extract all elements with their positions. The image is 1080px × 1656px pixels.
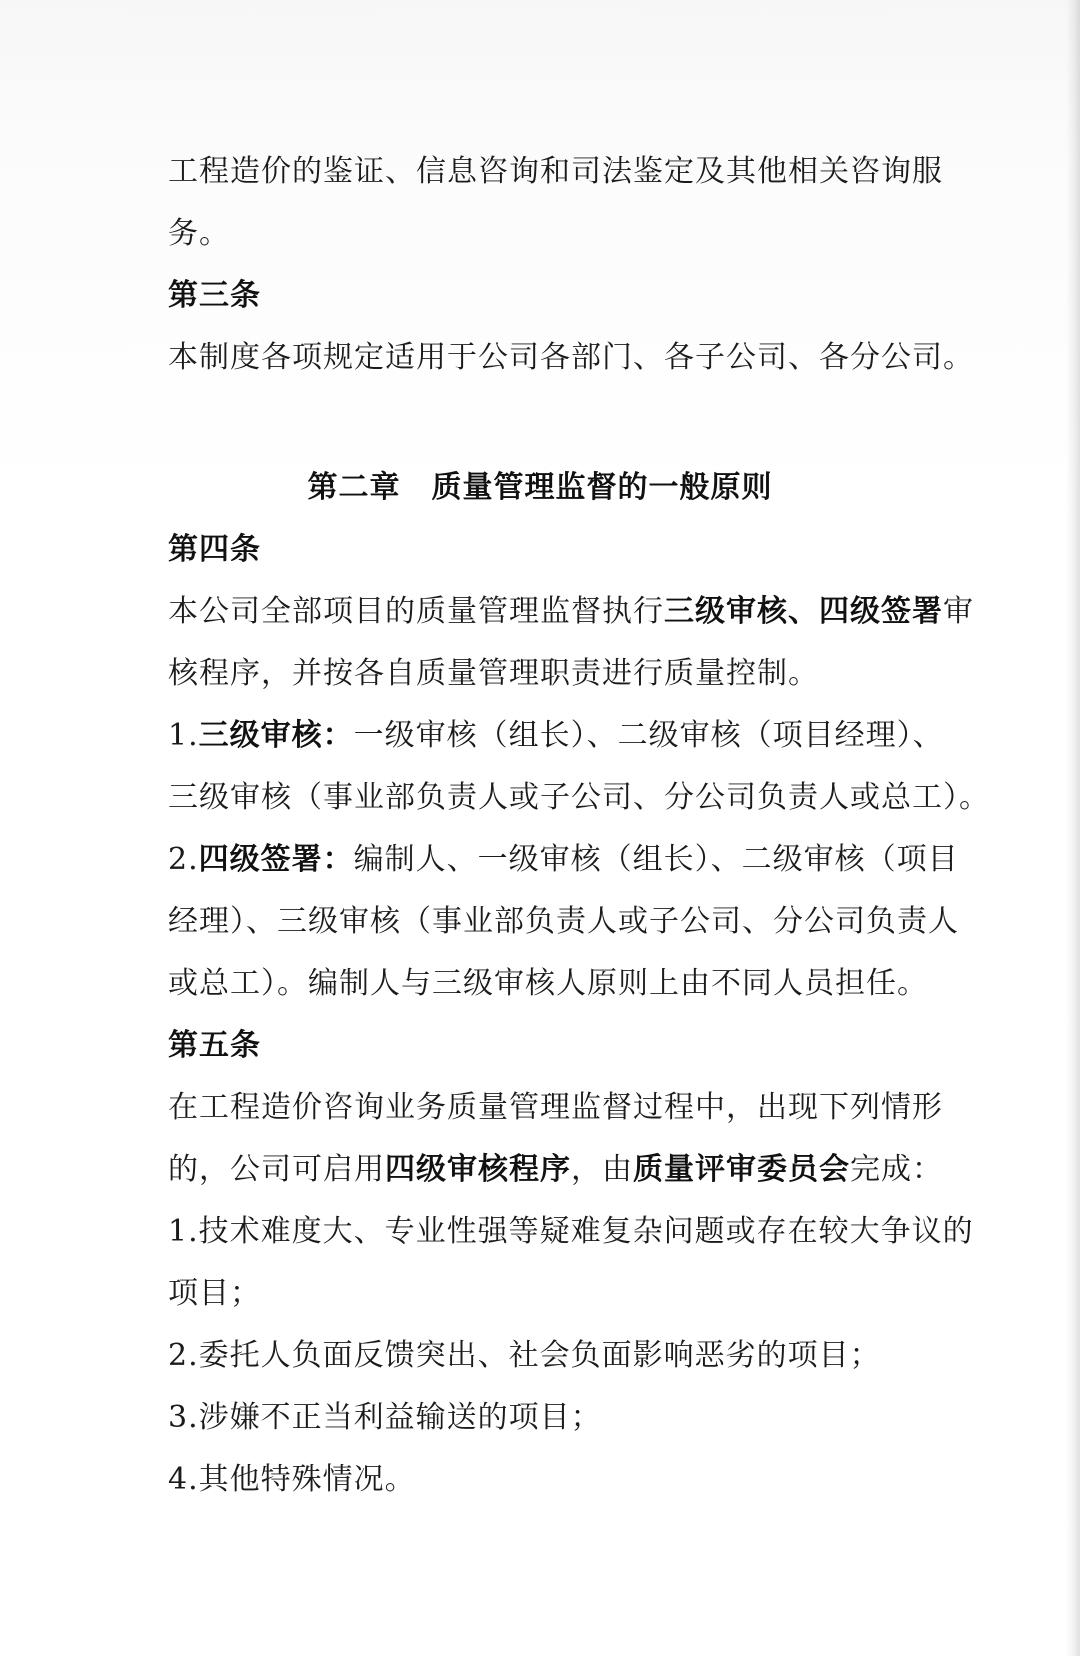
article-4-item-2-term: 四级签署：: [198, 842, 354, 877]
article-4-item-1-term: 三级审核：: [198, 718, 354, 753]
article-3-heading: 第三条: [168, 278, 261, 313]
article-5-intro-line-2: [168, 1150, 943, 1190]
article-4-intro-line-2: 核程序，并按各自质量管理职责进行质量控制。: [168, 656, 819, 691]
article-5-intro-line-1: 在工程造价咨询业务质量管理监督过程中，出现下列情形: [168, 1090, 943, 1125]
article-4-intro-line-1: [168, 592, 974, 632]
article-5-intro-text-c: 完成：: [850, 1152, 943, 1187]
page-edge-shadow: [1066, 0, 1080, 1656]
chapter-2-name: 质量管理监督的一般原则: [431, 470, 773, 505]
article-4-item-1-line-2: 三级审核（事业部负责人或子公司、分公司负责人或总工）。: [168, 780, 990, 815]
article-5-intro-bold-2: 质量评审委员会: [633, 1152, 850, 1187]
article-5-item-2: 2.委托人负面反馈突出、社会负面影响恶劣的项目；: [168, 1338, 881, 1373]
article-5-intro-text-a: 的，公司可启用: [168, 1152, 385, 1187]
article-3-text: 本制度各项规定适用于公司各部门、各子公司、各分公司。: [168, 340, 974, 375]
article-4-item-2-line-3: 或总工）。编制人与三级审核人原则上由不同人员担任。: [168, 966, 928, 1001]
article-5-intro-bold-1: 四级审核程序: [385, 1152, 571, 1187]
continuation-line-1: 工程造价的鉴证、信息咨询和司法鉴定及其他相关咨询服: [168, 154, 943, 189]
article-4-item-2-number: 2.: [168, 842, 199, 877]
article-4-intro-bold: 三级审核、四级签署: [664, 594, 943, 629]
article-5-intro-text-b: ，由: [571, 1152, 633, 1187]
continuation-line-2: 务。: [168, 216, 230, 251]
article-4-intro-text-a: 本公司全部项目的质量管理监督执行: [168, 594, 664, 629]
article-5-heading: 第五条: [168, 1028, 261, 1063]
article-5-item-1-line-1: 1.技术难度大、专业性强等疑难复杂问题或存在较大争议的: [168, 1214, 974, 1249]
chapter-2-number: 第二章: [307, 470, 401, 505]
article-4-item-2-line-1: [168, 840, 959, 880]
article-4-heading: 第四条: [168, 532, 261, 567]
article-4-item-1-text: 一级审核（组长）、二级审核（项目经理）、: [353, 718, 944, 753]
article-4-item-1-number: 1.: [168, 718, 199, 753]
chapter-2-title: [0, 468, 1080, 508]
article-5-item-3: 3.涉嫌不正当利益输送的项目；: [168, 1400, 602, 1435]
article-5-item-1-line-2: 项目；: [168, 1276, 261, 1311]
article-4-intro-text-b: 审: [943, 594, 974, 629]
article-4-item-1-line-1: [168, 716, 944, 756]
article-4-item-2-line-2: 经理）、三级审核（事业部负责人或子公司、分公司负责人: [168, 904, 959, 939]
article-5-item-4: 4.其他特殊情况。: [168, 1462, 416, 1497]
article-4-item-2-text: 编制人、一级审核（组长）、二级审核（项目: [353, 842, 959, 877]
